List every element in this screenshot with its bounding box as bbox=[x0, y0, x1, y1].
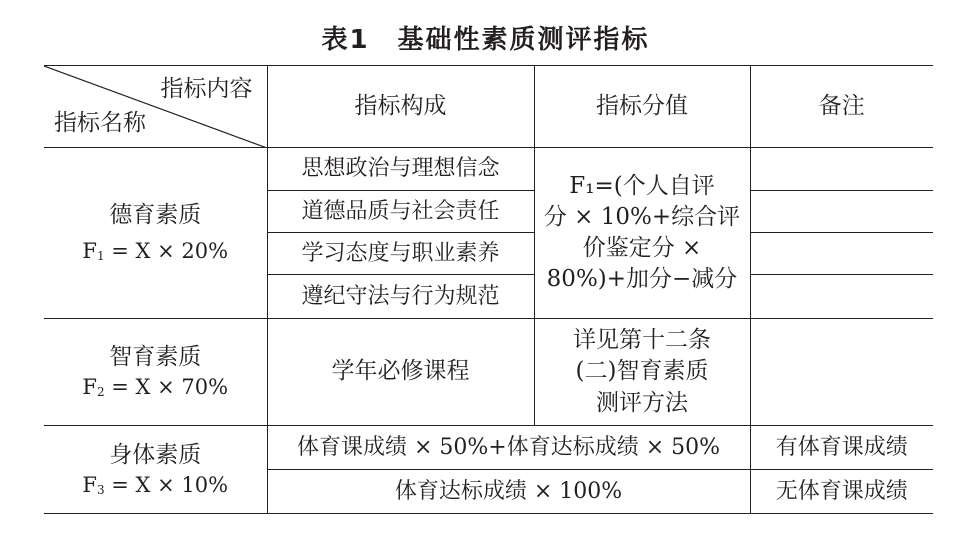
intellect-score-line: (二)智育素质 bbox=[575, 358, 709, 385]
intellect-composition: 学年必修课程 bbox=[267, 319, 534, 426]
intellect-score-line: 详见第十二条 bbox=[573, 327, 711, 354]
table-row bbox=[44, 319, 933, 426]
moral-item: 思想政治与理想信念 bbox=[267, 148, 534, 191]
moral-score-cell bbox=[534, 148, 750, 319]
header-score: 指标分值 bbox=[534, 66, 750, 148]
remark-cell-empty bbox=[750, 233, 933, 275]
physical-row1: 体育课成绩 × 50%+体育达标成绩 × 50% bbox=[267, 426, 750, 470]
moral-item: 遵纪守法与行为规范 bbox=[267, 275, 534, 319]
diag-label-content: 指标内容 bbox=[160, 76, 253, 102]
physical-row2-remark: 无体育课成绩 bbox=[750, 470, 933, 514]
moral-formula: $F_1 = X \times 20\%$ bbox=[82, 239, 229, 264]
moral-score-line: 80%)+加分−减分 bbox=[546, 266, 738, 293]
moral-name-cell bbox=[44, 148, 267, 319]
remark-cell-empty bbox=[750, 148, 933, 191]
diagonal-header-cell bbox=[44, 66, 267, 148]
physical-row1-remark: 有体育课成绩 bbox=[750, 426, 933, 470]
remark-cell-empty bbox=[750, 275, 933, 319]
intellect-score-cell bbox=[534, 319, 750, 426]
remark-cell-empty bbox=[750, 319, 933, 426]
table-row bbox=[44, 426, 933, 470]
physical-name-cell bbox=[44, 426, 267, 514]
physical-formula: $F_3 = X \times 10\%$ bbox=[82, 472, 229, 497]
header-row bbox=[44, 66, 933, 148]
header-remark: 备注 bbox=[750, 66, 933, 148]
moral-item: 道德品质与社会责任 bbox=[267, 191, 534, 233]
remark-cell-empty bbox=[750, 191, 933, 233]
moral-score-line: F₁=(个人自评 bbox=[569, 172, 715, 199]
intellect-name-cell bbox=[44, 319, 267, 426]
table-title: 表1 基础性素质测评指标 bbox=[321, 25, 650, 55]
physical-name: 身体素质 bbox=[109, 441, 202, 468]
moral-score-line: 价鉴定分 × bbox=[582, 235, 702, 261]
header-composition: 指标构成 bbox=[267, 66, 534, 148]
table-row bbox=[44, 148, 933, 191]
moral-item: 学习态度与职业素养 bbox=[267, 233, 534, 275]
physical-row2: 体育达标成绩 × 100% bbox=[267, 470, 750, 514]
moral-name: 德育素质 bbox=[109, 202, 202, 229]
intellect-name: 智育素质 bbox=[109, 344, 202, 371]
intellect-formula: $F_2 = X \times 70\%$ bbox=[82, 375, 229, 400]
indicator-table bbox=[44, 65, 933, 514]
diag-label-name: 指标名称 bbox=[54, 109, 146, 136]
intellect-score-line: 测评方法 bbox=[596, 389, 688, 416]
moral-score-line: 分 × 10%+综合评 bbox=[543, 203, 741, 230]
